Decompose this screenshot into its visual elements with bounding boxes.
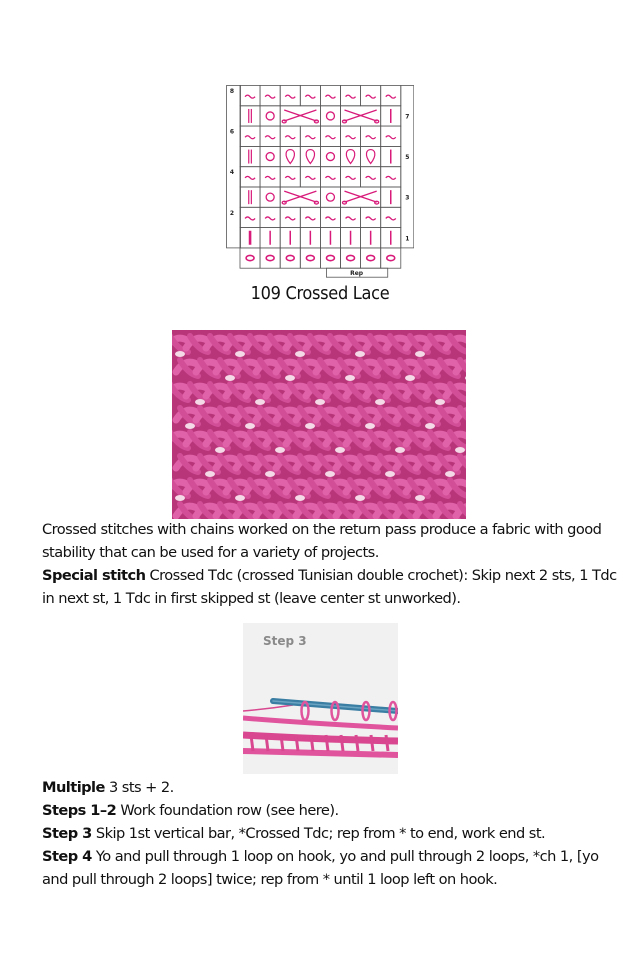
return-pass-symbol bbox=[305, 95, 315, 98]
crossed-tdc-symbol bbox=[282, 191, 318, 204]
chart-cell bbox=[320, 207, 340, 227]
return-pass-symbol bbox=[305, 176, 315, 179]
chart-cell bbox=[240, 146, 260, 166]
chart-cell bbox=[341, 248, 361, 268]
left-row-number-column bbox=[227, 86, 241, 248]
chart-cell bbox=[280, 167, 300, 187]
chart-cell bbox=[320, 187, 340, 207]
instruction-step-4 bbox=[42, 845, 622, 891]
chart-cell bbox=[260, 248, 280, 268]
return-pass-symbol bbox=[325, 176, 335, 179]
chart-cell bbox=[280, 126, 300, 146]
tunisian-double-crochet-symbol bbox=[366, 150, 374, 164]
return-pass-symbol bbox=[366, 136, 376, 139]
special-stitch-text: Crossed Tdc (crossed Tunisian double crochet): Skip next 2 sts, 1 Tdc in next st, 1 Tdc in first skipped st (leave center st unworked). bbox=[42, 567, 617, 607]
instruction-label: Step 3 bbox=[42, 825, 92, 842]
return-pass-symbol bbox=[325, 95, 335, 98]
return-pass-symbol bbox=[285, 136, 295, 139]
chart-cell bbox=[341, 207, 361, 227]
chart-cell bbox=[240, 207, 260, 227]
chart-cell bbox=[260, 207, 280, 227]
return-pass-symbol bbox=[245, 217, 255, 220]
right-row-number-column bbox=[401, 86, 414, 248]
instruction-step-3 bbox=[42, 822, 622, 845]
tunisian-double-crochet-symbol bbox=[346, 150, 354, 164]
return-pass-symbol bbox=[386, 95, 396, 98]
chart-cell bbox=[361, 207, 381, 227]
crossed-tdc-symbol bbox=[282, 110, 318, 123]
return-pass-symbol bbox=[325, 217, 335, 220]
chart-cell bbox=[341, 126, 361, 146]
chain-symbol bbox=[326, 153, 334, 161]
return-pass-symbol bbox=[386, 136, 396, 139]
chart-cell bbox=[361, 126, 381, 146]
chain-symbol bbox=[266, 153, 274, 161]
chain-symbol bbox=[266, 112, 274, 120]
step-photo-label: Step 3 bbox=[263, 634, 307, 648]
description-text: Crossed stitches with chains worked on the return pass produce a fabric with good stability that can be used for a variety of projects. bbox=[42, 521, 602, 561]
crossed-tdc-symbol bbox=[343, 191, 379, 204]
chart-cell bbox=[240, 167, 260, 187]
return-pass-symbol bbox=[346, 136, 356, 139]
tunisian-double-crochet-symbol bbox=[306, 150, 314, 164]
chart-cell bbox=[300, 207, 320, 227]
special-stitch-label: Special stitch bbox=[42, 567, 146, 584]
instruction-label: Steps 1–2 bbox=[42, 802, 117, 819]
return-pass-symbol bbox=[285, 176, 295, 179]
step-photo bbox=[243, 623, 398, 774]
chart-cell bbox=[381, 207, 401, 227]
chart-cell bbox=[260, 126, 280, 146]
foundation-chain-symbol bbox=[347, 255, 355, 260]
chart-cell bbox=[300, 86, 320, 106]
description bbox=[42, 518, 622, 564]
chart-cell bbox=[361, 248, 381, 268]
return-pass-symbol bbox=[386, 217, 396, 220]
chain-symbol bbox=[326, 112, 334, 120]
chart-cell bbox=[320, 86, 340, 106]
chain-symbol bbox=[326, 193, 334, 201]
return-pass-symbol bbox=[386, 176, 396, 179]
chart-cell bbox=[280, 207, 300, 227]
chart-cell bbox=[240, 187, 260, 207]
chain-symbol bbox=[266, 193, 274, 201]
return-pass-symbol bbox=[366, 217, 376, 220]
chart-cell bbox=[260, 146, 280, 166]
edge-stitch-double-symbol bbox=[249, 109, 252, 123]
return-pass-symbol bbox=[245, 95, 255, 98]
row-number: 8 bbox=[229, 88, 235, 95]
instruction-text: Work foundation row (see here). bbox=[120, 802, 339, 819]
chart-cell bbox=[320, 126, 340, 146]
chart-cell bbox=[260, 167, 280, 187]
row-number: 3 bbox=[405, 194, 410, 202]
foundation-chain-symbol bbox=[326, 255, 334, 260]
return-pass-symbol bbox=[265, 95, 275, 98]
stitch-chart bbox=[226, 85, 414, 285]
chart-cell bbox=[361, 167, 381, 187]
return-pass-symbol bbox=[285, 95, 295, 98]
chart-cell bbox=[381, 167, 401, 187]
return-pass-symbol bbox=[265, 176, 275, 179]
chart-cell bbox=[300, 167, 320, 187]
return-pass-symbol bbox=[305, 217, 315, 220]
swatch-texture bbox=[172, 330, 466, 519]
chart-cell bbox=[320, 146, 340, 166]
instruction-steps-1-2 bbox=[42, 799, 622, 822]
return-pass-symbol bbox=[325, 136, 335, 139]
chart-cell bbox=[341, 86, 361, 106]
foundation-chain-symbol bbox=[286, 255, 294, 260]
chart-cell bbox=[280, 248, 300, 268]
row-number: 1 bbox=[405, 235, 410, 243]
instruction-text: 3 sts + 2. bbox=[108, 779, 174, 796]
chart-cell bbox=[280, 86, 300, 106]
return-pass-symbol bbox=[245, 136, 255, 139]
tunisian-double-crochet-symbol bbox=[286, 150, 294, 164]
instruction-text: Skip 1st vertical bar, *Crossed Tdc; rep from * to end, work end st. bbox=[95, 825, 546, 842]
instruction-multiple bbox=[42, 776, 622, 799]
chart-cell bbox=[320, 167, 340, 187]
return-pass-symbol bbox=[265, 217, 275, 220]
foundation-chain-symbol bbox=[266, 255, 274, 260]
chart-cell bbox=[240, 248, 260, 268]
chart-cell bbox=[240, 86, 260, 106]
instruction-label: Multiple bbox=[42, 779, 105, 796]
chart-cell bbox=[260, 106, 280, 126]
return-pass-symbol bbox=[346, 95, 356, 98]
chart-cell bbox=[341, 167, 361, 187]
edge-stitch-double-symbol bbox=[249, 150, 252, 164]
row-number: 6 bbox=[229, 128, 235, 136]
row-number: 5 bbox=[405, 154, 410, 162]
return-pass-symbol bbox=[366, 176, 376, 179]
chart-cell bbox=[320, 248, 340, 268]
special-stitch bbox=[42, 564, 622, 610]
stitch-chart-graphic bbox=[226, 85, 414, 285]
return-pass-symbol bbox=[346, 217, 356, 220]
chart-cell bbox=[320, 106, 340, 126]
return-pass-symbol bbox=[285, 217, 295, 220]
swatch-photo bbox=[172, 330, 466, 519]
edge-stitch-double-symbol bbox=[249, 190, 252, 204]
chart-cell bbox=[240, 106, 260, 126]
row-number: 7 bbox=[405, 113, 410, 121]
chart-cell bbox=[240, 126, 260, 146]
chart-cell bbox=[260, 86, 280, 106]
return-pass-symbol bbox=[245, 176, 255, 179]
chart-cell bbox=[300, 248, 320, 268]
chart-cell bbox=[300, 126, 320, 146]
chart-cell bbox=[260, 187, 280, 207]
instruction-label: Step 4 bbox=[42, 848, 92, 865]
foundation-chain-symbol bbox=[387, 255, 395, 260]
row-number: 2 bbox=[229, 209, 235, 217]
return-pass-symbol bbox=[366, 95, 376, 98]
pattern-title: 109 Crossed Lace bbox=[250, 283, 390, 304]
chart-cell bbox=[361, 86, 381, 106]
return-pass-symbol bbox=[265, 136, 275, 139]
return-pass-symbol bbox=[346, 176, 356, 179]
repeat-label: Rep bbox=[350, 270, 364, 278]
return-pass-symbol bbox=[305, 136, 315, 139]
instruction-text: Yo and pull through 1 loop on hook, yo and pull through 2 loops, *ch 1, [yo and pull through 2 loops] twice; rep from * until 1 loop left on hook. bbox=[42, 848, 599, 888]
row-number: 4 bbox=[229, 169, 235, 177]
chart-cell bbox=[381, 86, 401, 106]
foundation-chain-symbol bbox=[246, 255, 254, 260]
foundation-chain-symbol bbox=[306, 255, 314, 260]
crossed-tdc-symbol bbox=[343, 110, 379, 123]
chart-cell bbox=[381, 126, 401, 146]
foundation-chain-symbol bbox=[367, 255, 375, 260]
chart-cell bbox=[381, 248, 401, 268]
